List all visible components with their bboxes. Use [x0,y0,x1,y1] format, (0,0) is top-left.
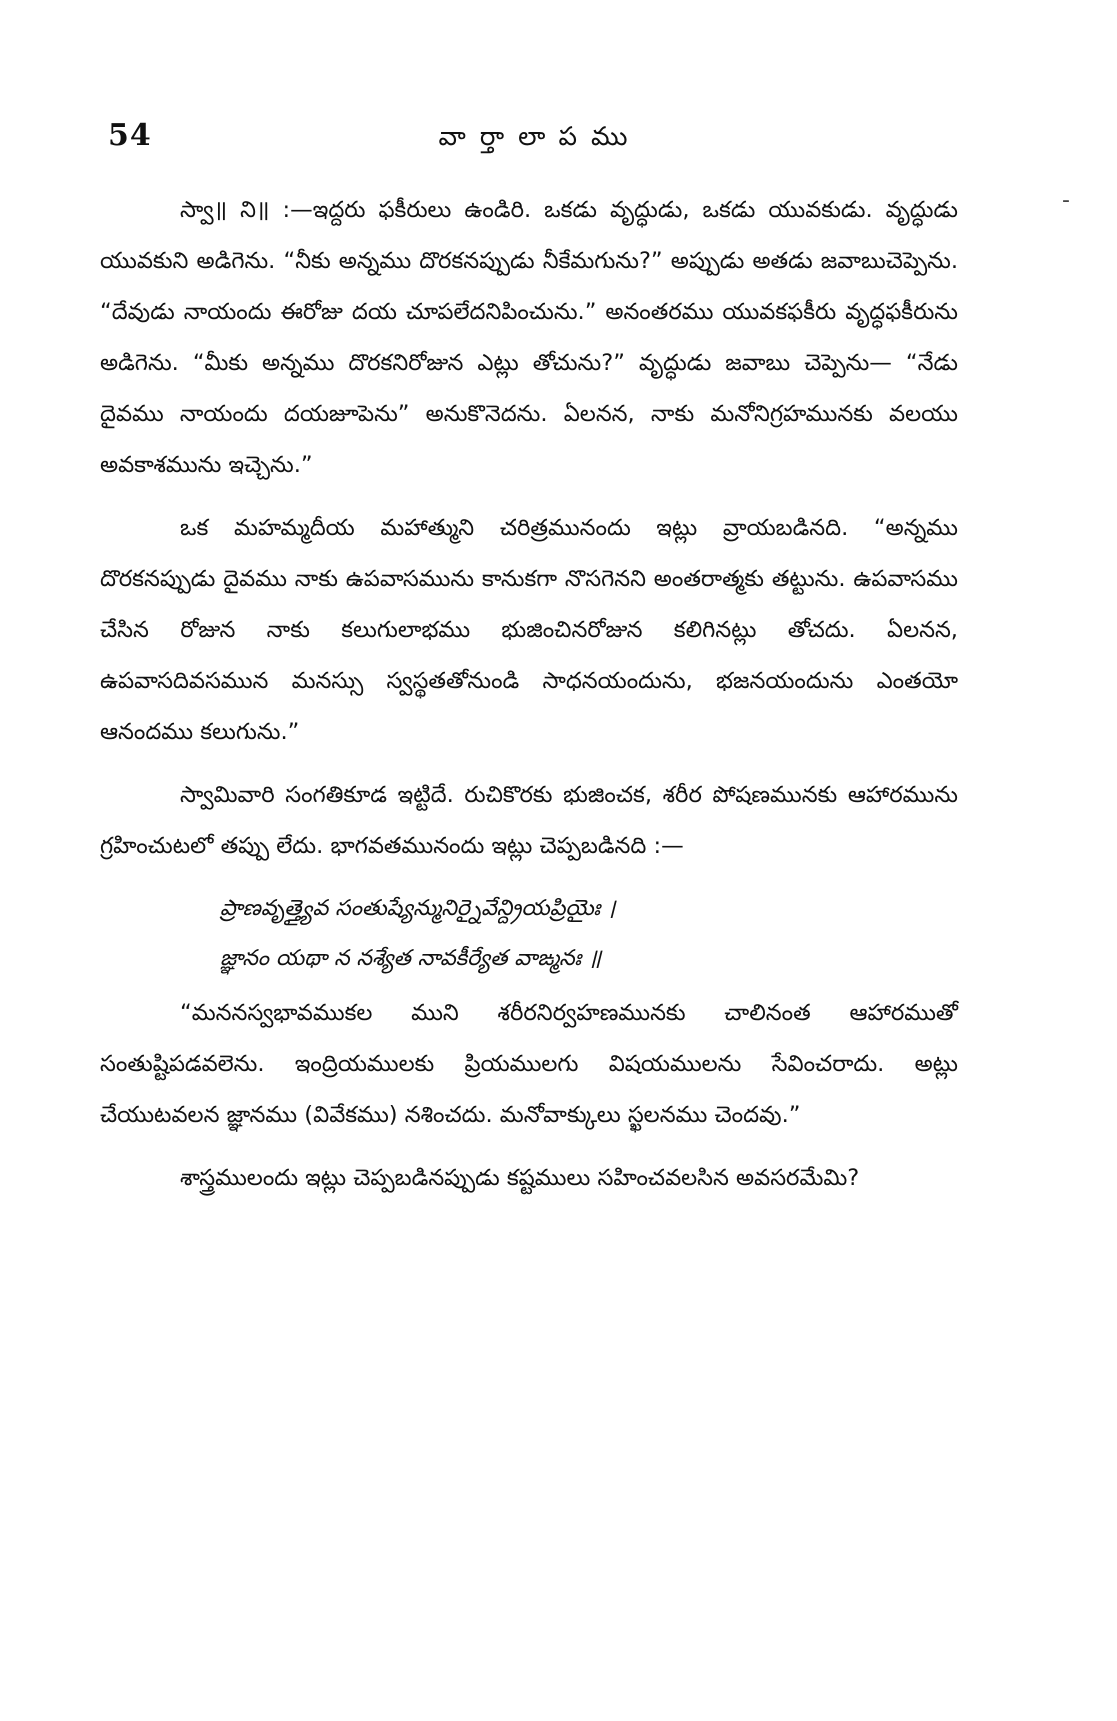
page-header [100,118,980,168]
margin-mark: - [1062,188,1070,213]
page-body [100,185,958,1204]
paragraph-mahatma: ఒక మహమ్మదీయ మహాత్ముని చరిత్రమునందు ఇట్లు వ్రాయబడినది. “అన్నము దొరకనప్పుడు దైవము నాకు ఉపవాసమును కానుకగా నొసగెనని అంతరాత్మకు తట్టును. ఉపవాసము చేసిన రోజున నాకు కలుగులాభము భుజించినరోజున కలిగినట్లు తోచదు. ఏలనన, ఉపవాసదివసమున మనస్సు స్వస్థతతోనుండి సాధనయందును, భజనయందును ఎంతయో ఆనందము కలుగును.” [100,515,958,745]
verse-line-2: జ్ఞానం యథా న నశ్యేత నావకీర్యేత వాఙ్మనః ॥ [220,946,602,971]
paragraph-verse-meaning: “మననస్వభావముకల ముని శరీరనిర్వహణమునకు చాలినంత ఆహారముతో సంతుష్టిపడవలెను. ఇంద్రియములకు ప్రియములగు విషయములను సేవించరాదు. అట్లు చేయుటవలన జ్ఞానము (వివేకము) నశించదు. మనోవాక్కులు స్ఖలనము చెందవు.” [100,1000,958,1128]
paragraph-fakirs: స్వా॥ ని॥ :—ఇద్దరు ఫకీరులు ఉండిరి. ఒకడు వృద్ధుడు, ఒకడు యువకుడు. వృద్ధుడు యువకుని అడిగెను. “నీకు అన్నము దొరకనప్పుడు నీకేమగును?” అప్పుడు అతడు జవాబుచెప్పెను. “దేవుడు నాయందు ఈరోజు దయ చూపలేదనిపించును.” అనంతరము యువకఫకీరు వృద్ధఫకీరును అడిగెను. “మీకు అన్నము దొరకనిరోజున ఎట్లు తోచును?” వృద్ధుడు జవాబు చెప్పెను— “నేడు దైవము నాయందు దయజూపెను” అనుకొనెదను. ఏలనన, నాకు మనోనిగ్రహమునకు వలయు అవకాశమును ఇచ్చెను.” [100,197,958,478]
paragraph-swami: స్వామివారి సంగతికూడ ఇట్టిదే. రుచికొరకు భుజించక, శరీర పోషణమునకు ఆహారమును గ్రహించుటలో తప్పు లేదు. భాగవతమునందు ఇట్లు చెప్పబడినది :— [100,782,958,859]
sanskrit-verse [100,884,958,984]
verse-line-1: ప్రాణవృత్త్యైవ సంతుష్యేన్మునిర్నైవేన్ద్రియప్రియైః । [220,896,616,921]
running-title: వార్తాలాపము [438,122,642,152]
page-number: 54 [108,118,152,153]
paragraph-closing-question: శాస్త్రములందు ఇట్లు చెప్పబడినప్పుడు కష్టములు సహించవలసిన అవసరమేమి? [180,1165,860,1191]
